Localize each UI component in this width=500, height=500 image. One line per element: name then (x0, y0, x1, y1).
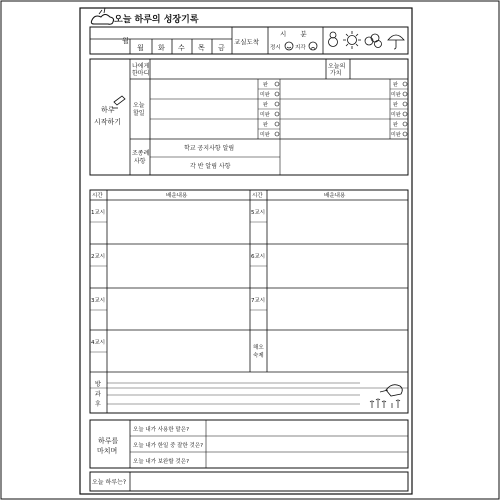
end-q1: 오늘 내가 사용한 말은? (133, 427, 189, 433)
sad-icon[interactable] (309, 42, 317, 50)
time-header-right: 시간 (252, 193, 263, 199)
time-header-left: 시간 (92, 193, 103, 199)
after-school-label-2: 과 (95, 391, 101, 398)
day-fri[interactable]: 금 (218, 44, 225, 52)
check-done-2[interactable]: 완 (263, 102, 268, 108)
end-q2: 오늘 내가 한일 중 잘한 것은? (133, 443, 204, 449)
check-circle[interactable] (275, 82, 279, 86)
period-5-label: 5교시 (251, 210, 266, 216)
sun-icon[interactable] (343, 31, 361, 49)
snowman-icon[interactable] (329, 32, 338, 47)
homework-label-1: 해오 (253, 345, 264, 351)
period-7-label: 7교시 (251, 298, 266, 304)
check-undone-6[interactable]: 미완 (391, 132, 401, 138)
content-header-right: 배운내용 (324, 193, 346, 199)
school-notice-label: 학교 공지사항 알림 (184, 145, 235, 152)
check-circle[interactable] (275, 122, 279, 126)
check-done-3[interactable]: 완 (263, 122, 268, 128)
check-undone-5[interactable]: 미완 (391, 112, 401, 118)
smile-icon[interactable] (285, 42, 293, 50)
day-thu[interactable]: 목 (198, 44, 205, 52)
period-4-label: 4교시 (91, 340, 106, 346)
period-2-label: 2교시 (91, 254, 106, 260)
arrival-label: 교실도착 (234, 38, 260, 46)
check-circle[interactable] (403, 102, 407, 106)
end-q3: 오늘 내가 보완할 것은? (133, 459, 189, 465)
check-circle[interactable] (275, 112, 279, 116)
check-circle[interactable] (275, 132, 279, 136)
today-study-label-1: 오늘 (133, 102, 145, 109)
time-label: 시 분 (280, 30, 313, 38)
check-done-1[interactable]: 완 (263, 82, 268, 88)
start-day-section (94, 96, 125, 126)
check-circle[interactable] (403, 122, 407, 126)
check-circle[interactable] (275, 92, 279, 96)
period-6-label: 6교시 (251, 254, 266, 260)
punctual-label: 정시 (270, 45, 281, 51)
summary-input[interactable] (132, 474, 406, 489)
page-title: 오늘 하루의 성장기록 (114, 15, 199, 25)
checklist-left (260, 81, 279, 138)
homework-label-2: 숙제 (253, 353, 264, 359)
start-section-label-2: 시작하기 (94, 118, 122, 126)
class-notice-label: 각 반 알림 사항 (190, 163, 231, 170)
start-section-label-1: 하루 (101, 106, 115, 114)
after-school-label-1: 방 (95, 381, 101, 388)
title-area (91, 8, 198, 25)
month-label: 월 (122, 37, 129, 45)
check-circle[interactable] (403, 92, 407, 96)
check-undone-4[interactable]: 미완 (391, 92, 401, 98)
period-3-label: 3교시 (91, 298, 106, 304)
cloudy-icon[interactable] (365, 34, 382, 48)
check-undone-1[interactable]: 미완 (260, 92, 270, 98)
to-me-label-1: 나에게 (132, 63, 150, 70)
end-section-label-2: 마치며 (97, 447, 118, 455)
check-done-6[interactable]: 완 (393, 122, 398, 128)
day-wed[interactable]: 수 (178, 44, 185, 52)
end-section-label-1: 하루를 (98, 437, 119, 445)
check-circle[interactable] (275, 102, 279, 106)
period-1-label: 1교시 (91, 210, 106, 216)
check-undone-2[interactable]: 미완 (260, 112, 270, 118)
check-done-5[interactable]: 완 (393, 102, 398, 108)
to-me-input[interactable] (152, 62, 322, 76)
today-study-label-2: 할일 (133, 110, 145, 117)
today-value-label-2: 가치 (330, 70, 342, 77)
to-me-label-2: 한마디 (132, 70, 150, 77)
check-circle[interactable] (403, 112, 407, 116)
end-answer-3[interactable] (208, 454, 406, 466)
late-label: 지각 (295, 45, 306, 51)
after-school-label-3: 후 (95, 401, 101, 408)
today-value-label-1: 오늘의 (328, 63, 346, 70)
content-header-left: 배운내용 (166, 193, 188, 199)
check-done-4[interactable]: 완 (393, 82, 398, 88)
day-tue[interactable]: 화 (158, 44, 165, 52)
assembly-label-1: 조종례 (132, 150, 150, 157)
check-undone-3[interactable]: 미완 (260, 132, 270, 138)
check-circle[interactable] (403, 132, 407, 136)
checklist-right (391, 81, 407, 138)
day-mon[interactable]: 월 (137, 44, 144, 52)
end-answer-1[interactable] (208, 422, 406, 434)
assembly-label-2: 사항 (134, 158, 146, 165)
check-circle[interactable] (403, 82, 407, 86)
umbrella-icon[interactable] (388, 35, 404, 49)
end-answer-2[interactable] (208, 438, 406, 450)
summary-label: 오늘 하루는? (92, 479, 127, 486)
cloud-icon (91, 8, 113, 24)
